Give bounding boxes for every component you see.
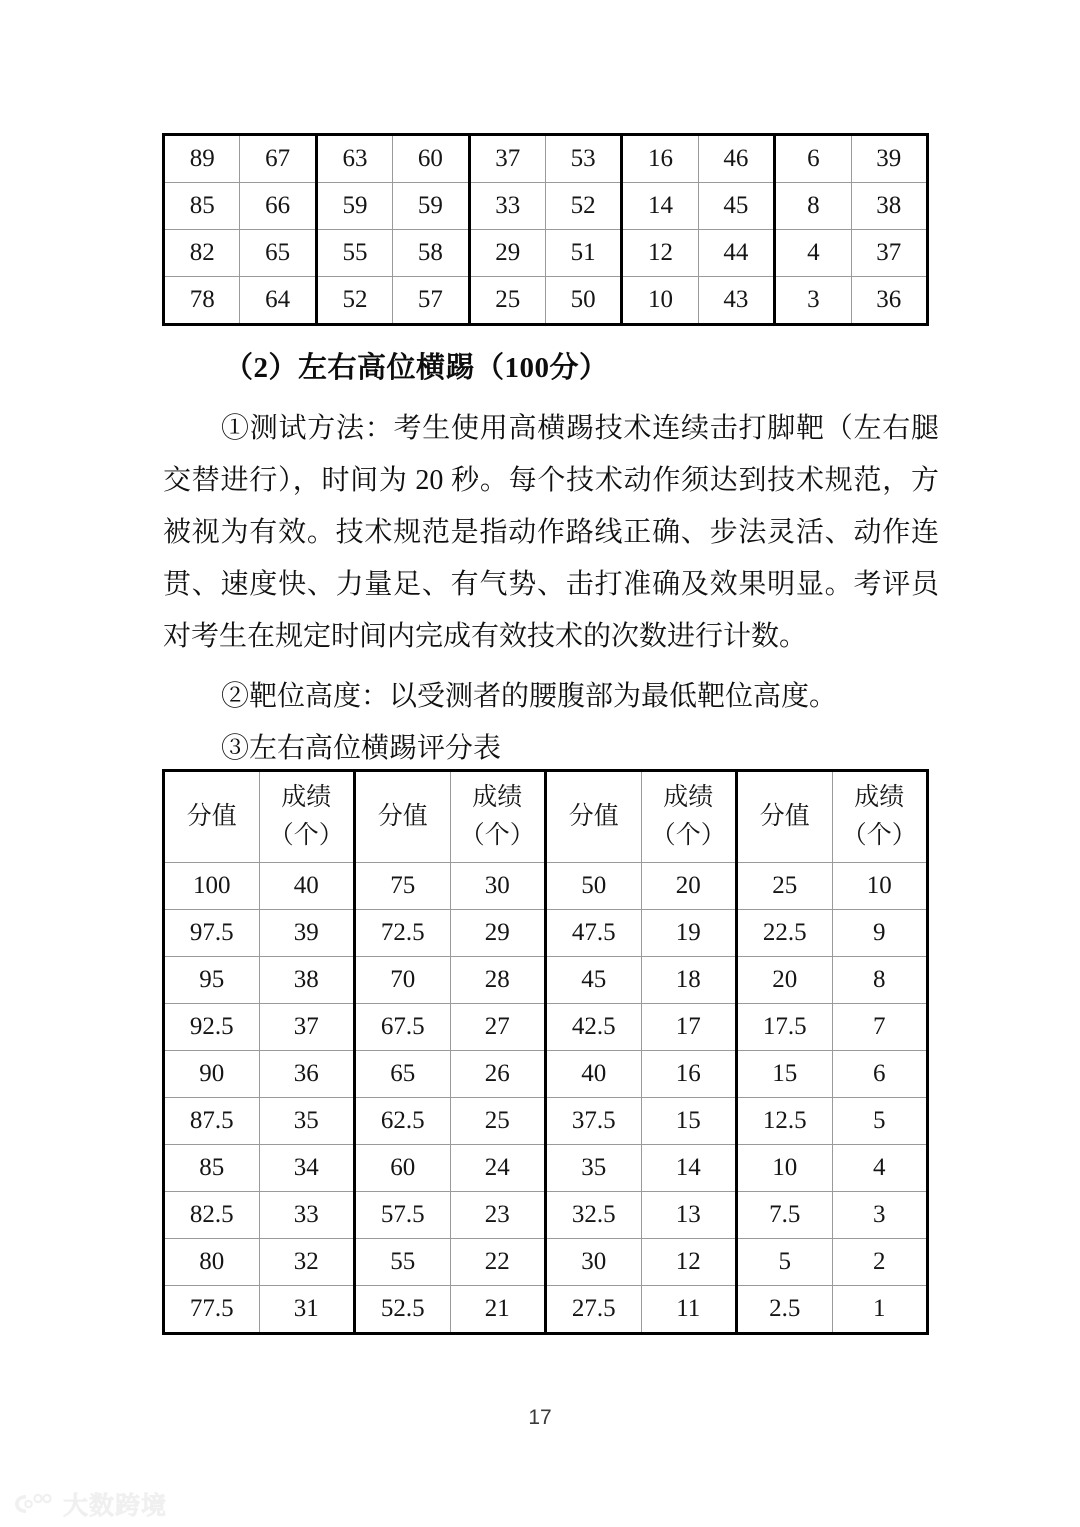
table-cell: 27: [450, 1004, 546, 1051]
table-cell: 66: [240, 183, 316, 230]
table-cell: 7: [832, 1004, 928, 1051]
table-cell: 29: [450, 910, 546, 957]
table-cell: 5: [737, 1239, 833, 1286]
table-cell: 30: [450, 863, 546, 910]
table-row: [164, 1004, 928, 1051]
table-cell: 3: [832, 1192, 928, 1239]
table-cell: 2.5: [737, 1286, 833, 1334]
continued-score-table-body: [164, 135, 928, 325]
scoring-table-body: [164, 863, 928, 1334]
table-cell: 9: [832, 910, 928, 957]
table-cell: 16: [641, 1051, 737, 1098]
table-cell: 25: [450, 1098, 546, 1145]
table-row: [164, 957, 928, 1004]
column-header-score: 分值: [164, 771, 260, 863]
table-cell: 33: [259, 1192, 355, 1239]
table-cell: 16: [622, 135, 698, 183]
table-cell: 65: [355, 1051, 451, 1098]
table-cell: 26: [450, 1051, 546, 1098]
table-cell: 10: [832, 863, 928, 910]
table-row: [164, 183, 928, 230]
table-cell: 21: [450, 1286, 546, 1334]
table-cell: 23: [450, 1192, 546, 1239]
table-row: [164, 1051, 928, 1098]
table-cell: 52: [316, 277, 392, 325]
table-cell: 64: [240, 277, 316, 325]
table-cell: 32: [259, 1239, 355, 1286]
table-cell: 77.5: [164, 1286, 260, 1334]
table-cell: 37.5: [546, 1098, 642, 1145]
column-header-score: 分值: [737, 771, 833, 863]
table-cell: 95: [164, 957, 260, 1004]
table-row: [164, 277, 928, 325]
table-cell: 40: [546, 1051, 642, 1098]
table-row: [164, 1145, 928, 1192]
table-cell: 39: [259, 910, 355, 957]
table-cell: 52: [545, 183, 621, 230]
table-cell: 53: [545, 135, 621, 183]
table-cell: 24: [450, 1145, 546, 1192]
table-cell: 47.5: [546, 910, 642, 957]
table-cell: 57: [393, 277, 469, 325]
table-cell: 60: [393, 135, 469, 183]
watermark: [10, 1486, 167, 1522]
table-cell: 36: [259, 1051, 355, 1098]
table-cell: 43: [698, 277, 774, 325]
table-cell: 6: [775, 135, 851, 183]
table-cell: 5: [832, 1098, 928, 1145]
table-cell: 10: [737, 1145, 833, 1192]
table-cell: 14: [622, 183, 698, 230]
scoring-table-container: [162, 769, 929, 1335]
table-cell: 82: [164, 230, 240, 277]
table-cell: 8: [832, 957, 928, 1004]
table-cell: 60: [355, 1145, 451, 1192]
table-row: [164, 135, 928, 183]
table-cell: 67: [240, 135, 316, 183]
table-cell: 51: [545, 230, 621, 277]
paragraph-target-height: ②靶位高度：以受测者的腰腹部为最低靶位高度。: [221, 681, 838, 712]
table-cell: 12: [622, 230, 698, 277]
table-cell: 20: [641, 863, 737, 910]
table-cell: 100: [164, 863, 260, 910]
dashukuajing-logo-icon: [10, 1489, 56, 1519]
table-cell: 82.5: [164, 1192, 260, 1239]
table-cell: 37: [259, 1004, 355, 1051]
paragraph-scoring-table-title: ③左右高位横踢评分表: [221, 733, 502, 764]
column-header-result: 成绩 （个）: [832, 771, 928, 863]
scoring-table-header-row: [164, 771, 928, 863]
table-cell: 62.5: [355, 1098, 451, 1145]
table-cell: 45: [698, 183, 774, 230]
table-cell: 78: [164, 277, 240, 325]
table-cell: 8: [775, 183, 851, 230]
table-cell: 37: [469, 135, 545, 183]
watermark-text: 大数跨境: [63, 1492, 168, 1520]
table-cell: 85: [164, 1145, 260, 1192]
column-header-score: 分值: [355, 771, 451, 863]
table-cell: 55: [316, 230, 392, 277]
table-cell: 37: [851, 230, 927, 277]
table-cell: 10: [622, 277, 698, 325]
table-cell: 85: [164, 183, 240, 230]
table-cell: 22.5: [737, 910, 833, 957]
table-row: [164, 1098, 928, 1145]
column-header-result: 成绩 （个）: [641, 771, 737, 863]
table-cell: 29: [469, 230, 545, 277]
scoring-table-head: [164, 771, 928, 863]
table-cell: 89: [164, 135, 240, 183]
table-cell: 75: [355, 863, 451, 910]
table-cell: 45: [546, 957, 642, 1004]
column-header-result: 成绩 （个）: [259, 771, 355, 863]
scoring-table: [162, 769, 929, 1335]
table-cell: 90: [164, 1051, 260, 1098]
table-cell: 17.5: [737, 1004, 833, 1051]
table-cell: 14: [641, 1145, 737, 1192]
table-cell: 4: [775, 230, 851, 277]
table-cell: 87.5: [164, 1098, 260, 1145]
table-row: [164, 1192, 928, 1239]
table-cell: 55: [355, 1239, 451, 1286]
table-cell: 12: [641, 1239, 737, 1286]
continued-score-table-container: [162, 133, 929, 326]
table-cell: 39: [851, 135, 927, 183]
table-cell: 65: [240, 230, 316, 277]
table-row: [164, 910, 928, 957]
table-cell: 59: [316, 183, 392, 230]
table-cell: 15: [641, 1098, 737, 1145]
table-cell: 42.5: [546, 1004, 642, 1051]
table-cell: 3: [775, 277, 851, 325]
column-header-score: 分值: [546, 771, 642, 863]
table-cell: 35: [259, 1098, 355, 1145]
table-cell: 70: [355, 957, 451, 1004]
table-cell: 25: [737, 863, 833, 910]
table-cell: 12.5: [737, 1098, 833, 1145]
table-cell: 31: [259, 1286, 355, 1334]
table-cell: 50: [545, 277, 621, 325]
table-cell: 52.5: [355, 1286, 451, 1334]
table-cell: 1: [832, 1286, 928, 1334]
continued-score-table: [162, 133, 929, 326]
table-cell: 63: [316, 135, 392, 183]
table-cell: 46: [698, 135, 774, 183]
table-row: [164, 230, 928, 277]
table-cell: 18: [641, 957, 737, 1004]
table-cell: 22: [450, 1239, 546, 1286]
table-cell: 50: [546, 863, 642, 910]
table-row: [164, 1286, 928, 1334]
table-cell: 4: [832, 1145, 928, 1192]
table-cell: 28: [450, 957, 546, 1004]
table-cell: 92.5: [164, 1004, 260, 1051]
table-cell: 80: [164, 1239, 260, 1286]
table-cell: 2: [832, 1239, 928, 1286]
table-cell: 25: [469, 277, 545, 325]
table-cell: 38: [259, 957, 355, 1004]
table-cell: 35: [546, 1145, 642, 1192]
table-cell: 38: [851, 183, 927, 230]
paragraph-test-method: ①测试方法：考生使用高横踢技术连续击打脚靶（左右腿交替进行），时间为 20 秒。每个技术动作须达到技术规范，方被视为有效。技术规范是指动作路线正确、步法灵活、动作连贯、速度快、力量足、有气势、击打准确及效果明显。考评员对考生在规定时间内完成有效技术的次数进行计数。: [163, 413, 939, 652]
section-heading: （2）左右高位横踢（100分）: [224, 352, 609, 384]
table-cell: 6: [832, 1051, 928, 1098]
table-cell: 33: [469, 183, 545, 230]
table-cell: 72.5: [355, 910, 451, 957]
table-cell: 97.5: [164, 910, 260, 957]
table-cell: 27.5: [546, 1286, 642, 1334]
table-cell: 17: [641, 1004, 737, 1051]
table-row: [164, 1239, 928, 1286]
table-cell: 59: [393, 183, 469, 230]
table-cell: 44: [698, 230, 774, 277]
table-cell: 40: [259, 863, 355, 910]
table-cell: 30: [546, 1239, 642, 1286]
table-cell: 36: [851, 277, 927, 325]
table-cell: 34: [259, 1145, 355, 1192]
table-cell: 32.5: [546, 1192, 642, 1239]
table-cell: 15: [737, 1051, 833, 1098]
column-header-result: 成绩 （个）: [450, 771, 546, 863]
table-cell: 20: [737, 957, 833, 1004]
table-cell: 13: [641, 1192, 737, 1239]
table-cell: 7.5: [737, 1192, 833, 1239]
table-row: [164, 863, 928, 910]
page-number: 17: [528, 1406, 552, 1429]
table-cell: 19: [641, 910, 737, 957]
table-cell: 67.5: [355, 1004, 451, 1051]
table-cell: 11: [641, 1286, 737, 1334]
table-cell: 58: [393, 230, 469, 277]
table-cell: 57.5: [355, 1192, 451, 1239]
